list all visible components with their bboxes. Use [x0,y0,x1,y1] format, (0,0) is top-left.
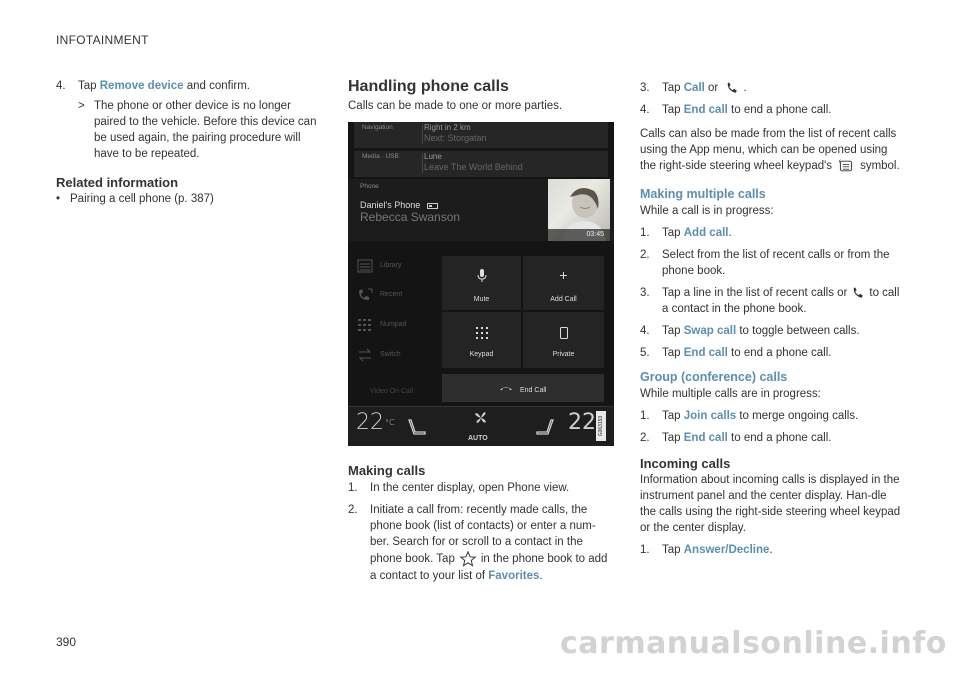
app-menu-icon [836,158,856,174]
figure-code: G063193 [598,415,604,437]
step-number: 3. [640,287,650,300]
numpad-icon [356,318,374,332]
nav-line-2: Next: Storgatan [424,133,487,143]
keypad-button[interactable] [442,312,521,368]
nav-tile[interactable] [354,122,608,148]
column-2-top [348,77,613,114]
step-number: 2. [348,504,358,516]
end-call-link[interactable]: End call [683,104,728,117]
making-step-2 [348,502,613,584]
incoming-text: Information about incoming calls is displayed in the instrument panel and the center display. Han-dle the calls using the right-side steering wheel keypad or the center display. [640,474,901,535]
step-text: Tap Call or . [662,80,905,96]
private-label: Private [552,351,575,358]
phone-handset-icon [851,285,865,301]
phone-device: Daniel's Phone [360,197,438,213]
handset-device-icon [560,327,568,339]
step-number: 2. [640,432,650,445]
group-step-2 [640,430,905,446]
multiple-step-2 [640,247,905,279]
related-item [56,191,321,207]
answer-decline-link[interactable]: Answer/Decline [683,544,770,557]
switch-icon [356,348,374,362]
step-text: Tap Answer/Decline. [662,544,773,557]
microphone-icon [477,269,487,283]
multiple-step-1 [640,225,905,241]
column-3 [640,80,905,558]
multiple-intro: While a call is in progress: [640,205,774,218]
phone-tile [348,179,614,241]
keypad-icon [476,327,488,339]
step-number: 1. [640,227,650,240]
step-number: 4. [640,104,650,117]
mute-label: Mute [473,296,490,303]
step-text: Tap Join calls to merge ongoing calls. [662,410,859,423]
section-intro: Calls can be made to one or more parties. [348,100,563,112]
step-text: Tap End call to end a phone call. [662,104,832,117]
media-line-1: Lune [424,152,442,161]
figure-code-tag [596,411,606,441]
end-call-label: End Call [520,387,547,394]
hang-up-icon [499,385,513,391]
left-temperature[interactable]: $22^{^\circ C}$ [356,410,395,435]
multiple-calls-heading: Making multiple calls [640,187,766,202]
right-temperature[interactable]: 22 [568,410,596,435]
column-1 [56,78,321,207]
group-calls-heading: Group (conference) calls [640,370,788,385]
call-timer: 03:45 [548,229,610,241]
making-step-1 [348,480,613,496]
swap-call-link[interactable]: Swap call [683,325,737,338]
step-text: Initiate a call from: recently made calls, the phone book (list of contacts) or enter a num-ber. Search for or scroll to a contact in the phone book. Tap in the phone book to add a contact to your list of Favorites. [370,504,608,582]
related-link[interactable]: Pairing a cell phone (p. 387) [70,193,214,205]
seat-heat-right-icon[interactable] [534,418,554,436]
step-end-call [640,102,905,118]
step-call [640,80,905,96]
incoming-calls-heading: Incoming calls [640,456,731,472]
running-header: INFOTAINMENT [56,33,149,47]
step-number: 2. [640,249,650,262]
phone-label: Phone [360,183,379,190]
star-icon [459,550,477,568]
media-tile[interactable] [354,151,608,177]
battery-icon [427,203,438,209]
end-call-button[interactable] [442,374,604,402]
step-number: 3. [640,82,650,94]
switch-label: Switch [380,351,401,358]
multiple-step-4 [640,323,905,339]
watermark: carmanualsonline.info [560,626,947,661]
center-display-illustration [348,122,614,446]
media-label: Media · USB [362,153,399,160]
seat-heat-left-icon[interactable] [408,418,428,436]
step-text: Tap Swap call to toggle between calls. [662,325,860,338]
step-number: 1. [640,544,650,557]
recent-calls-icon [356,288,374,302]
keypad-label: Keypad [469,351,494,358]
step-remove-device [56,78,321,94]
step-number: 4. [56,80,66,92]
mute-button[interactable] [442,256,521,310]
result-text: The phone or other device is no longer paired to the vehicle. Before this device can be used again, the pairing procedure will have to be repeated. [94,100,317,160]
remove-device-link[interactable]: Remove device [99,80,184,92]
private-button[interactable] [523,312,604,368]
fan-icon[interactable] [473,411,489,425]
library-label: Library [380,262,402,269]
end-call-link[interactable]: End call [683,432,728,445]
call-link[interactable]: Call [683,82,705,95]
add-call-label: Add Call [550,296,577,303]
related-heading: Related information [56,175,179,190]
step-text: Tap End call to end a phone call. [662,432,832,445]
app-menu-paragraph: Calls can also be made from the list of recent calls using the App menu, which can be opened using the right-side steering wheel keypad's symbol. [640,128,900,173]
step-number: 5. [640,347,650,360]
making-calls-heading: Making calls [348,463,426,478]
auto-label[interactable]: AUTO [468,435,488,442]
divider [422,124,423,144]
temp-unit: °C [385,418,395,427]
incoming-step-1 [640,542,905,558]
divider [422,153,423,173]
bullet: • [56,193,61,205]
phone-contact: Rebecca Swanson [360,210,461,224]
step-text: In the center display, open Phone view. [370,482,570,494]
nav-label: Navigation [362,124,393,131]
switch-item[interactable] [356,335,436,375]
contact-photo [548,179,610,241]
add-call-button[interactable] [523,256,604,310]
step-text: Tap Add call. [662,227,732,240]
section-title: Handling phone calls [348,78,509,95]
multiple-step-3 [640,285,905,317]
nav-line-1: Right in 2 km [424,123,471,132]
end-call-link[interactable]: End call [683,347,728,360]
climate-bar [348,406,614,446]
plus-icon: + [559,267,568,283]
result-marker: > [78,100,85,112]
numpad-label: Numpad [380,321,407,328]
library-icon [356,259,374,273]
step-text: Tap End call to end a phone call. [662,347,832,360]
result-note [56,98,321,162]
page-number: 390 [56,635,77,649]
multiple-step-5 [640,345,905,361]
favorites-link[interactable]: Favorites [488,570,540,582]
step-number: 1. [640,410,650,423]
phone-handset-icon [725,80,739,96]
group-step-1 [640,408,905,424]
media-line-2: Leave The World Behind [424,162,523,172]
step-text: Tap a line in the list of recent calls or to call a contact in the phone book. [662,285,905,317]
add-call-link[interactable]: Add call [683,227,729,240]
join-calls-link[interactable]: Join calls [683,410,737,423]
step-number: 1. [348,482,358,494]
step-number: 4. [640,325,650,338]
step-text: Tap Remove device and confirm. [78,80,250,92]
step-text: Select from the list of recent calls or from the phone book. [662,249,890,278]
column-2-bottom [348,462,613,584]
group-intro: While multiple calls are in progress: [640,388,821,401]
video-on-call[interactable]: Video On Call [370,388,414,395]
recent-label: Recent [380,291,403,298]
